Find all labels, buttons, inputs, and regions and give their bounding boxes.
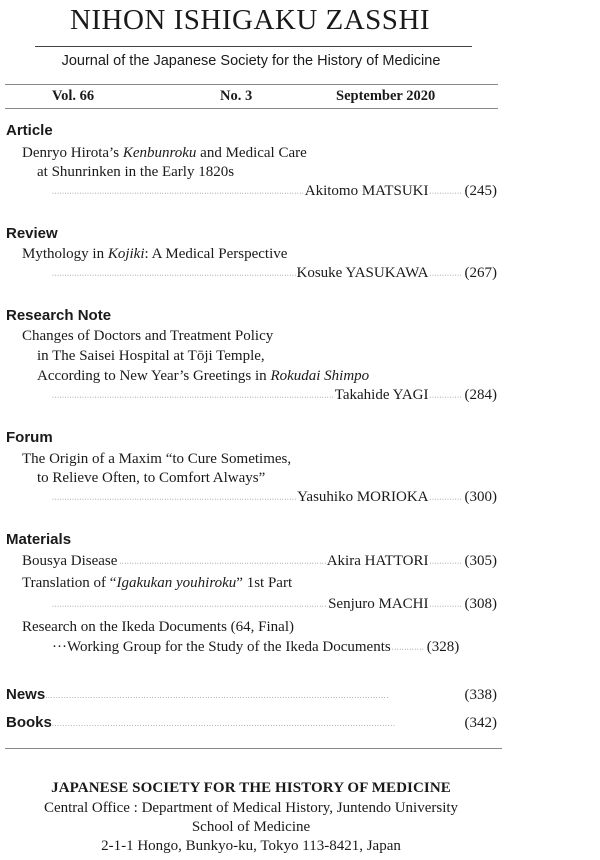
research-note-title-line2: in The Saisei Hospital at Tōji Temple, bbox=[37, 348, 265, 364]
leader-dots bbox=[430, 596, 462, 613]
forum-title-line2: to Relieve Often, to Comfort Always” bbox=[37, 470, 266, 486]
entry-title: Bousya Disease bbox=[22, 553, 118, 569]
author-name: Yasuhiko MORIOKA bbox=[297, 489, 429, 505]
page-number: (284) bbox=[464, 387, 497, 403]
research-note-title-line1: Changes of Doctors and Treatment Policy bbox=[22, 328, 274, 344]
toc-entry-review bbox=[52, 265, 497, 285]
office-line-2: School of Medicine bbox=[191, 819, 311, 835]
leader-dots bbox=[119, 553, 325, 570]
section-heading-article: Article bbox=[6, 122, 53, 139]
section-heading-review: Review bbox=[6, 225, 58, 242]
section-heading-materials: Materials bbox=[6, 531, 72, 548]
toc-entry-materials-3 bbox=[52, 639, 497, 659]
page-number: (308) bbox=[464, 596, 497, 612]
leader-dots bbox=[52, 387, 334, 404]
review-title-line1: Mythology in Kojiki: A Medical Perspective bbox=[22, 246, 288, 262]
author-name: Kosuke YASUKAWA bbox=[296, 265, 429, 281]
author-name: Takahide YAGI bbox=[334, 387, 429, 403]
title-rule bbox=[35, 46, 472, 47]
section-heading-news: News bbox=[6, 686, 46, 703]
toc-entry-article bbox=[52, 183, 497, 203]
author-name: Akira HATTORI bbox=[326, 553, 429, 569]
page-number: (305) bbox=[464, 553, 497, 569]
leader-dots bbox=[430, 553, 462, 570]
leader-dots bbox=[52, 596, 327, 613]
issue-number: No. 3 bbox=[220, 88, 253, 104]
toc-entry-research-note bbox=[52, 387, 497, 407]
leader-dots bbox=[430, 489, 462, 506]
volume-label: Vol. 66 bbox=[52, 88, 95, 104]
author-name: Akitomo MATSUKI bbox=[304, 183, 429, 199]
journal-subtitle: Journal of the Japanese Society for the History of Medicine bbox=[61, 53, 441, 69]
section-heading-forum: Forum bbox=[6, 429, 53, 446]
toc-entry-forum bbox=[52, 489, 497, 509]
leader-dots bbox=[392, 639, 424, 656]
research-note-title-line3: According to New Year’s Greetings in Rokudai Shimpo bbox=[37, 368, 370, 384]
issue-top-rule bbox=[5, 84, 498, 85]
leader-dots bbox=[430, 265, 462, 282]
toc-entry-news bbox=[6, 686, 497, 706]
leader-dots bbox=[52, 265, 296, 282]
page-number: (342) bbox=[464, 715, 497, 731]
author-name: ···Working Group for the Study of the Ikeda Documents bbox=[52, 639, 391, 655]
toc-entry-materials-1 bbox=[22, 553, 497, 573]
leader-dots bbox=[430, 387, 462, 404]
leader-dots bbox=[52, 489, 296, 506]
forum-title-line1: The Origin of a Maxim “to Cure Sometimes, bbox=[22, 451, 292, 467]
page-number: (328) bbox=[426, 639, 460, 655]
leader-dots bbox=[45, 686, 462, 703]
page-number: (300) bbox=[464, 489, 497, 505]
office-line-1: Central Office : Department of Medical History, Juntendo University bbox=[43, 800, 459, 816]
issue-date: September 2020 bbox=[336, 88, 436, 104]
journal-title: NIHON ISHIGAKU ZASSHI bbox=[69, 4, 431, 36]
leader-dots bbox=[430, 183, 462, 200]
materials-2-title: Translation of “Igakukan youhiroku” 1st Part bbox=[22, 575, 293, 591]
toc-entry-materials-2 bbox=[52, 596, 497, 616]
leader-dots bbox=[52, 714, 463, 731]
issue-bottom-rule bbox=[5, 108, 498, 109]
footer-rule bbox=[5, 748, 502, 749]
section-heading-books: Books bbox=[6, 714, 52, 731]
section-heading-research-note: Research Note bbox=[6, 307, 112, 324]
office-address: 2-1-1 Hongo, Bunkyo-ku, Tokyo 113-8421, Japan bbox=[101, 838, 401, 854]
page-number: (338) bbox=[464, 687, 497, 703]
leader-dots bbox=[52, 183, 304, 200]
author-name: Senjuro MACHI bbox=[328, 596, 429, 612]
toc-entry-books bbox=[6, 714, 497, 734]
page-number: (267) bbox=[464, 265, 497, 281]
page-number: (245) bbox=[464, 183, 497, 199]
materials-3-title: Research on the Ikeda Documents (64, Final) bbox=[22, 619, 294, 635]
article-title-line2: at Shunrinken in the Early 1820s bbox=[37, 164, 235, 180]
article-title-line1: Denryo Hirota’s Kenbunroku and Medical Care bbox=[22, 145, 307, 161]
society-name: JAPANESE SOCIETY FOR THE HISTORY OF MEDICINE bbox=[51, 780, 451, 796]
